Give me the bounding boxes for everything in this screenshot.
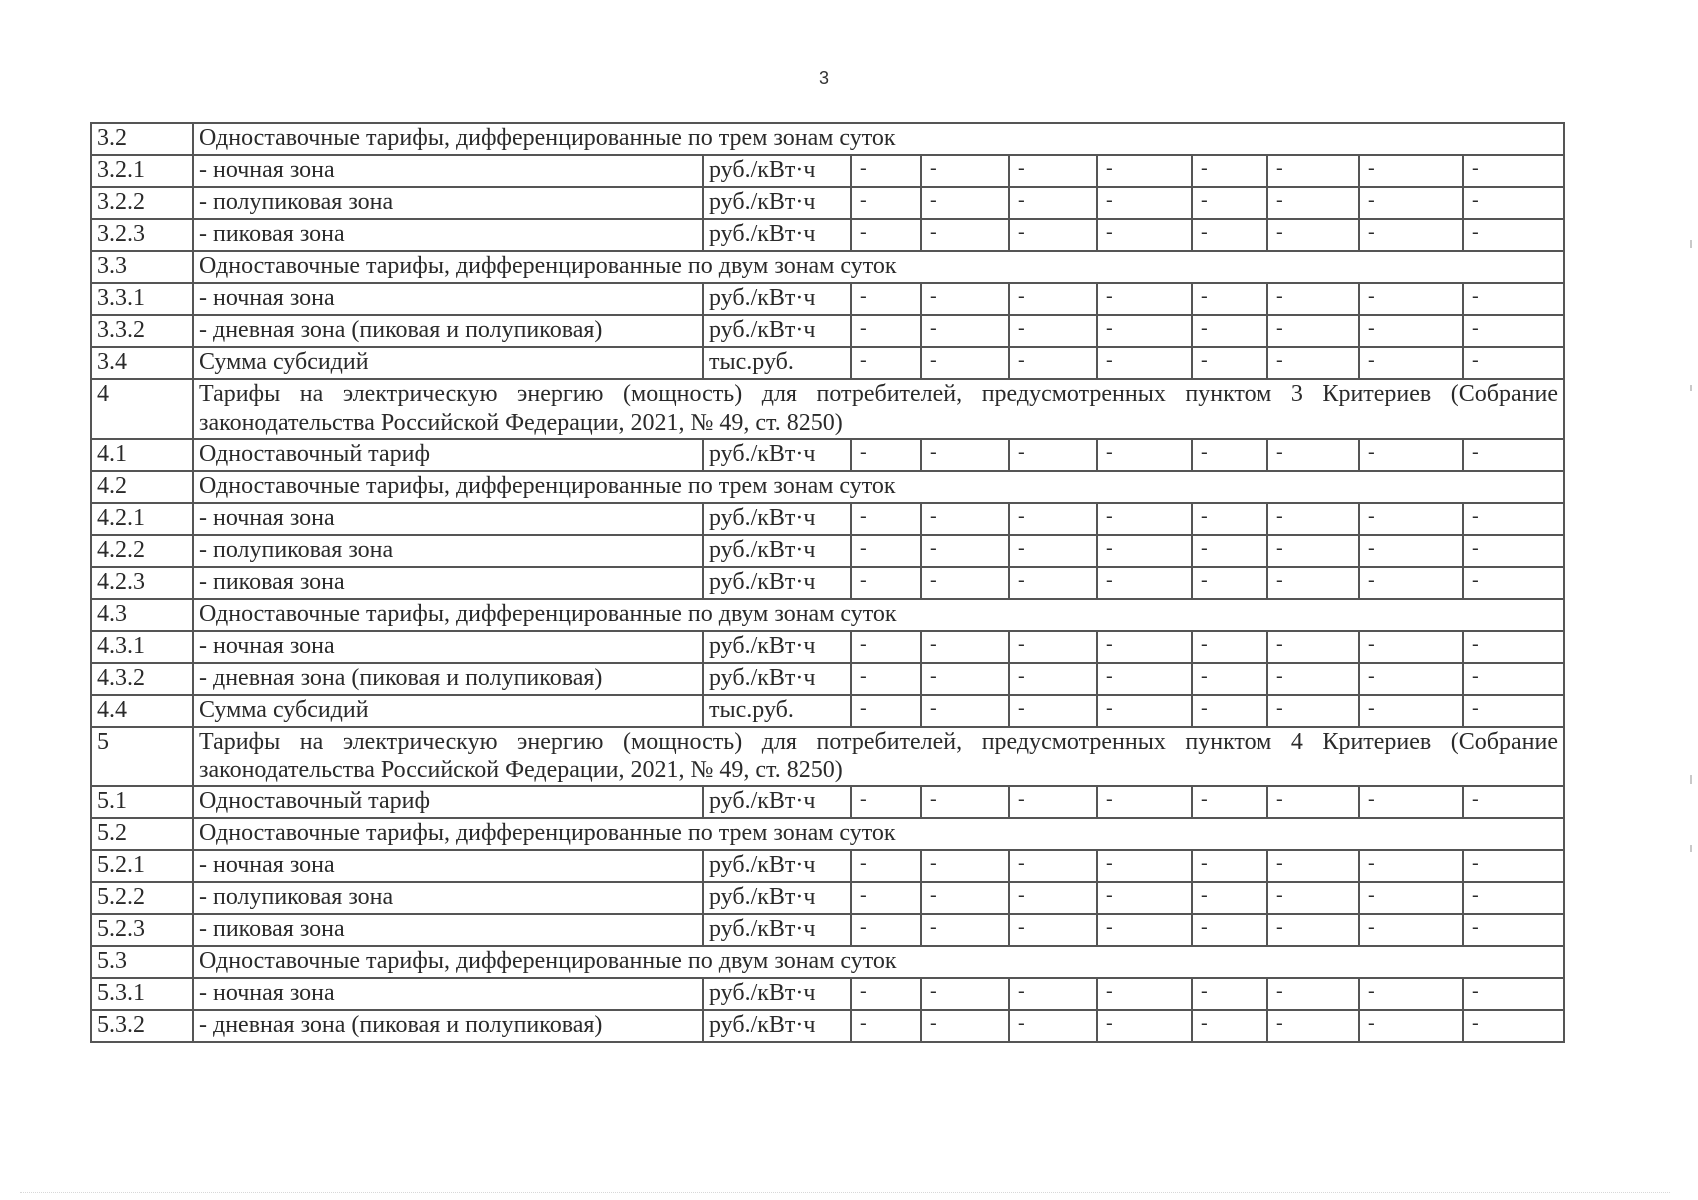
table-row: [91, 315, 1564, 347]
row-number: 5.3.2: [91, 1010, 193, 1042]
value-cell: -: [1267, 1010, 1359, 1042]
row-number: 4: [91, 379, 193, 439]
value-cell: -: [1097, 663, 1192, 695]
value-cell: -: [1097, 219, 1192, 251]
value-cell: -: [1359, 219, 1463, 251]
value-cell: -: [1267, 567, 1359, 599]
value-cell: -: [1009, 219, 1097, 251]
table-row: [91, 535, 1564, 567]
tariff-table: [90, 122, 1565, 1043]
value-cell: -: [1267, 663, 1359, 695]
row-number: 3.2: [91, 123, 193, 155]
value-cell: -: [1097, 567, 1192, 599]
table-row: [91, 567, 1564, 599]
section-title: Одноставочные тарифы, дифференцированные по трем зонам суток: [193, 818, 1564, 850]
unit-cell: руб./кВт·ч: [703, 850, 851, 882]
value-cell: -: [1359, 187, 1463, 219]
section-row: [91, 727, 1564, 787]
value-cell: -: [1359, 882, 1463, 914]
value-cell: -: [1359, 978, 1463, 1010]
table-row: [91, 663, 1564, 695]
value-cell: -: [1359, 1010, 1463, 1042]
value-cell: -: [1009, 882, 1097, 914]
value-cell: -: [851, 315, 921, 347]
value-cell: -: [921, 631, 1009, 663]
value-cell: -: [851, 663, 921, 695]
value-cell: -: [1097, 631, 1192, 663]
value-cell: -: [1359, 503, 1463, 535]
value-cell: -: [1359, 695, 1463, 727]
table-row: [91, 503, 1564, 535]
value-cell: -: [921, 439, 1009, 471]
value-cell: -: [1009, 1010, 1097, 1042]
table-row: [91, 155, 1564, 187]
value-cell: -: [1267, 535, 1359, 567]
value-cell: -: [1009, 187, 1097, 219]
value-cell: -: [921, 283, 1009, 315]
section-title: Одноставочные тарифы, дифференцированные по двум зонам суток: [193, 599, 1564, 631]
value-cell: -: [1463, 219, 1564, 251]
unit-cell: руб./кВт·ч: [703, 155, 851, 187]
value-cell: -: [1267, 283, 1359, 315]
table-row: [91, 914, 1564, 946]
row-number: 3.3.2: [91, 315, 193, 347]
scan-edge-mark: [1690, 240, 1692, 248]
value-cell: -: [1097, 1010, 1192, 1042]
value-cell: -: [1192, 978, 1267, 1010]
value-cell: -: [1009, 155, 1097, 187]
table-row: [91, 187, 1564, 219]
value-cell: -: [921, 882, 1009, 914]
row-number: 4.3: [91, 599, 193, 631]
value-cell: -: [921, 219, 1009, 251]
row-number: 5.2.1: [91, 850, 193, 882]
value-cell: -: [1463, 439, 1564, 471]
row-label: - дневная зона (пиковая и полупиковая): [193, 1010, 703, 1042]
unit-cell: руб./кВт·ч: [703, 315, 851, 347]
row-number: 4.4: [91, 695, 193, 727]
value-cell: -: [1267, 882, 1359, 914]
value-cell: -: [921, 155, 1009, 187]
row-number: 5.3.1: [91, 978, 193, 1010]
row-label: Сумма субсидий: [193, 695, 703, 727]
value-cell: -: [1267, 439, 1359, 471]
value-cell: -: [1359, 439, 1463, 471]
value-cell: -: [1097, 347, 1192, 379]
value-cell: -: [1192, 187, 1267, 219]
value-cell: -: [1097, 187, 1192, 219]
value-cell: -: [1267, 315, 1359, 347]
value-cell: -: [1267, 155, 1359, 187]
row-number: 3.2.3: [91, 219, 193, 251]
row-number: 4.1: [91, 439, 193, 471]
value-cell: -: [1359, 914, 1463, 946]
unit-cell: руб./кВт·ч: [703, 187, 851, 219]
row-label: - ночная зона: [193, 978, 703, 1010]
section-title: Одноставочные тарифы, дифференцированные по трем зонам суток: [193, 471, 1564, 503]
value-cell: -: [1463, 1010, 1564, 1042]
value-cell: -: [921, 567, 1009, 599]
value-cell: -: [921, 663, 1009, 695]
value-cell: -: [1009, 567, 1097, 599]
value-cell: -: [1192, 786, 1267, 818]
value-cell: -: [921, 978, 1009, 1010]
row-label: Одноставочный тариф: [193, 439, 703, 471]
value-cell: -: [1267, 219, 1359, 251]
value-cell: -: [1463, 631, 1564, 663]
row-label: - ночная зона: [193, 503, 703, 535]
table-row: [91, 850, 1564, 882]
row-number: 3.3.1: [91, 283, 193, 315]
unit-cell: руб./кВт·ч: [703, 535, 851, 567]
table-row: [91, 347, 1564, 379]
value-cell: -: [851, 631, 921, 663]
section-row: [91, 599, 1564, 631]
unit-cell: руб./кВт·ч: [703, 1010, 851, 1042]
section-row: [91, 379, 1564, 439]
table-row: [91, 439, 1564, 471]
row-label: - полупиковая зона: [193, 882, 703, 914]
value-cell: -: [1192, 695, 1267, 727]
row-number: 4.3.2: [91, 663, 193, 695]
value-cell: -: [1009, 347, 1097, 379]
value-cell: -: [1267, 347, 1359, 379]
value-cell: -: [851, 283, 921, 315]
value-cell: -: [1267, 695, 1359, 727]
row-label: Сумма субсидий: [193, 347, 703, 379]
value-cell: -: [921, 187, 1009, 219]
value-cell: -: [851, 187, 921, 219]
value-cell: -: [1463, 283, 1564, 315]
section-row: [91, 251, 1564, 283]
value-cell: -: [1267, 786, 1359, 818]
value-cell: -: [1097, 315, 1192, 347]
scan-edge-mark: [1690, 775, 1692, 784]
value-cell: -: [1097, 503, 1192, 535]
value-cell: -: [1463, 786, 1564, 818]
unit-cell: руб./кВт·ч: [703, 219, 851, 251]
value-cell: -: [1192, 503, 1267, 535]
value-cell: -: [1463, 155, 1564, 187]
value-cell: -: [1192, 663, 1267, 695]
value-cell: -: [1192, 155, 1267, 187]
row-number: 4.3.1: [91, 631, 193, 663]
row-label: - дневная зона (пиковая и полупиковая): [193, 315, 703, 347]
value-cell: -: [1192, 315, 1267, 347]
value-cell: -: [1359, 850, 1463, 882]
unit-cell: руб./кВт·ч: [703, 882, 851, 914]
unit-cell: руб./кВт·ч: [703, 978, 851, 1010]
scan-noise-line: [20, 1192, 1670, 1194]
value-cell: -: [851, 882, 921, 914]
unit-cell: руб./кВт·ч: [703, 914, 851, 946]
value-cell: -: [921, 786, 1009, 818]
value-cell: -: [851, 503, 921, 535]
value-cell: -: [851, 535, 921, 567]
value-cell: -: [1463, 347, 1564, 379]
unit-cell: тыс.руб.: [703, 347, 851, 379]
value-cell: -: [921, 695, 1009, 727]
value-cell: -: [1463, 535, 1564, 567]
value-cell: -: [921, 347, 1009, 379]
section-row: [91, 471, 1564, 503]
value-cell: -: [1359, 155, 1463, 187]
row-label: - ночная зона: [193, 850, 703, 882]
value-cell: -: [1463, 315, 1564, 347]
value-cell: -: [1359, 631, 1463, 663]
value-cell: -: [1097, 978, 1192, 1010]
table-row: [91, 631, 1564, 663]
unit-cell: руб./кВт·ч: [703, 439, 851, 471]
value-cell: -: [1097, 439, 1192, 471]
section-row: [91, 818, 1564, 850]
value-cell: -: [1359, 347, 1463, 379]
section-title: Тарифы на электрическую энергию (мощность) для потребителей, предусмотренных пунктом 3 Критериев (Собрание законодательства Российской Федерации, 2021, № 49, ст. 8250): [193, 379, 1564, 439]
row-label: - полупиковая зона: [193, 187, 703, 219]
section-title: Одноставочные тарифы, дифференцированные по трем зонам суток: [193, 123, 1564, 155]
row-number: 4.2.2: [91, 535, 193, 567]
row-number: 5: [91, 727, 193, 787]
value-cell: -: [1192, 567, 1267, 599]
value-cell: -: [1097, 850, 1192, 882]
value-cell: -: [851, 155, 921, 187]
row-number: 5.3: [91, 946, 193, 978]
value-cell: -: [851, 439, 921, 471]
value-cell: -: [1192, 1010, 1267, 1042]
value-cell: -: [1009, 503, 1097, 535]
value-cell: -: [851, 219, 921, 251]
value-cell: -: [1463, 503, 1564, 535]
value-cell: -: [1097, 283, 1192, 315]
table-row: [91, 786, 1564, 818]
value-cell: -: [1463, 914, 1564, 946]
table-row: [91, 1010, 1564, 1042]
value-cell: -: [1192, 631, 1267, 663]
row-number: 3.2.2: [91, 187, 193, 219]
value-cell: -: [1009, 439, 1097, 471]
value-cell: -: [1097, 535, 1192, 567]
value-cell: -: [851, 567, 921, 599]
value-cell: -: [1463, 882, 1564, 914]
row-label: - пиковая зона: [193, 567, 703, 599]
value-cell: -: [1192, 850, 1267, 882]
value-cell: -: [1192, 283, 1267, 315]
row-number: 3.3: [91, 251, 193, 283]
value-cell: -: [851, 1010, 921, 1042]
row-label: - пиковая зона: [193, 914, 703, 946]
value-cell: -: [1463, 695, 1564, 727]
table-row: [91, 695, 1564, 727]
value-cell: -: [1463, 187, 1564, 219]
value-cell: -: [1267, 850, 1359, 882]
value-cell: -: [1009, 283, 1097, 315]
value-cell: -: [921, 315, 1009, 347]
value-cell: -: [851, 695, 921, 727]
value-cell: -: [851, 978, 921, 1010]
value-cell: -: [1097, 914, 1192, 946]
unit-cell: руб./кВт·ч: [703, 283, 851, 315]
row-number: 3.2.1: [91, 155, 193, 187]
row-label: Одноставочный тариф: [193, 786, 703, 818]
scan-edge-mark: [1690, 845, 1692, 852]
value-cell: -: [1359, 786, 1463, 818]
section-title: Одноставочные тарифы, дифференцированные по двум зонам суток: [193, 946, 1564, 978]
section-row: [91, 123, 1564, 155]
table-row: [91, 283, 1564, 315]
value-cell: -: [1267, 978, 1359, 1010]
value-cell: -: [1097, 695, 1192, 727]
row-number: 4.2.3: [91, 567, 193, 599]
value-cell: -: [1009, 315, 1097, 347]
table-row: [91, 882, 1564, 914]
value-cell: -: [921, 1010, 1009, 1042]
value-cell: -: [1463, 850, 1564, 882]
value-cell: -: [851, 347, 921, 379]
value-cell: -: [921, 535, 1009, 567]
value-cell: -: [851, 850, 921, 882]
row-label: - ночная зона: [193, 283, 703, 315]
row-number: 4.2: [91, 471, 193, 503]
value-cell: -: [1097, 882, 1192, 914]
value-cell: -: [1009, 786, 1097, 818]
value-cell: -: [1192, 882, 1267, 914]
row-number: 5.2.2: [91, 882, 193, 914]
row-label: - ночная зона: [193, 155, 703, 187]
value-cell: -: [921, 850, 1009, 882]
value-cell: -: [921, 503, 1009, 535]
value-cell: -: [1192, 914, 1267, 946]
value-cell: -: [1009, 914, 1097, 946]
section-title: Одноставочные тарифы, дифференцированные по двум зонам суток: [193, 251, 1564, 283]
unit-cell: руб./кВт·ч: [703, 786, 851, 818]
row-label: - пиковая зона: [193, 219, 703, 251]
value-cell: -: [1009, 850, 1097, 882]
row-number: 3.4: [91, 347, 193, 379]
row-label: - дневная зона (пиковая и полупиковая): [193, 663, 703, 695]
value-cell: -: [1192, 439, 1267, 471]
row-number: 4.2.1: [91, 503, 193, 535]
row-label: - ночная зона: [193, 631, 703, 663]
value-cell: -: [1267, 503, 1359, 535]
value-cell: -: [1463, 663, 1564, 695]
table-row: [91, 219, 1564, 251]
unit-cell: руб./кВт·ч: [703, 663, 851, 695]
value-cell: -: [1267, 914, 1359, 946]
value-cell: -: [851, 786, 921, 818]
table-row: [91, 978, 1564, 1010]
row-label: - полупиковая зона: [193, 535, 703, 567]
scan-edge-mark: [1690, 385, 1692, 391]
page-number: 3: [818, 68, 829, 88]
value-cell: -: [1267, 187, 1359, 219]
row-number: 5.1: [91, 786, 193, 818]
value-cell: -: [1359, 315, 1463, 347]
value-cell: -: [1009, 695, 1097, 727]
value-cell: -: [1463, 567, 1564, 599]
row-number: 5.2: [91, 818, 193, 850]
section-title: Тарифы на электрическую энергию (мощность) для потребителей, предусмотренных пунктом 4 Критериев (Собрание законодательства Российской Федерации, 2021, № 49, ст. 8250): [193, 727, 1564, 787]
value-cell: -: [1009, 535, 1097, 567]
row-number: 5.2.3: [91, 914, 193, 946]
value-cell: -: [1359, 567, 1463, 599]
value-cell: -: [1009, 663, 1097, 695]
value-cell: -: [1009, 978, 1097, 1010]
value-cell: -: [1192, 535, 1267, 567]
value-cell: -: [1359, 283, 1463, 315]
value-cell: -: [1359, 535, 1463, 567]
unit-cell: руб./кВт·ч: [703, 631, 851, 663]
value-cell: -: [1192, 347, 1267, 379]
value-cell: -: [1192, 219, 1267, 251]
unit-cell: руб./кВт·ч: [703, 567, 851, 599]
value-cell: -: [1359, 663, 1463, 695]
value-cell: -: [851, 914, 921, 946]
value-cell: -: [1009, 631, 1097, 663]
unit-cell: руб./кВт·ч: [703, 503, 851, 535]
value-cell: -: [1097, 786, 1192, 818]
section-row: [91, 946, 1564, 978]
value-cell: -: [1097, 155, 1192, 187]
value-cell: -: [1267, 631, 1359, 663]
value-cell: -: [921, 914, 1009, 946]
unit-cell: тыс.руб.: [703, 695, 851, 727]
value-cell: -: [1463, 978, 1564, 1010]
